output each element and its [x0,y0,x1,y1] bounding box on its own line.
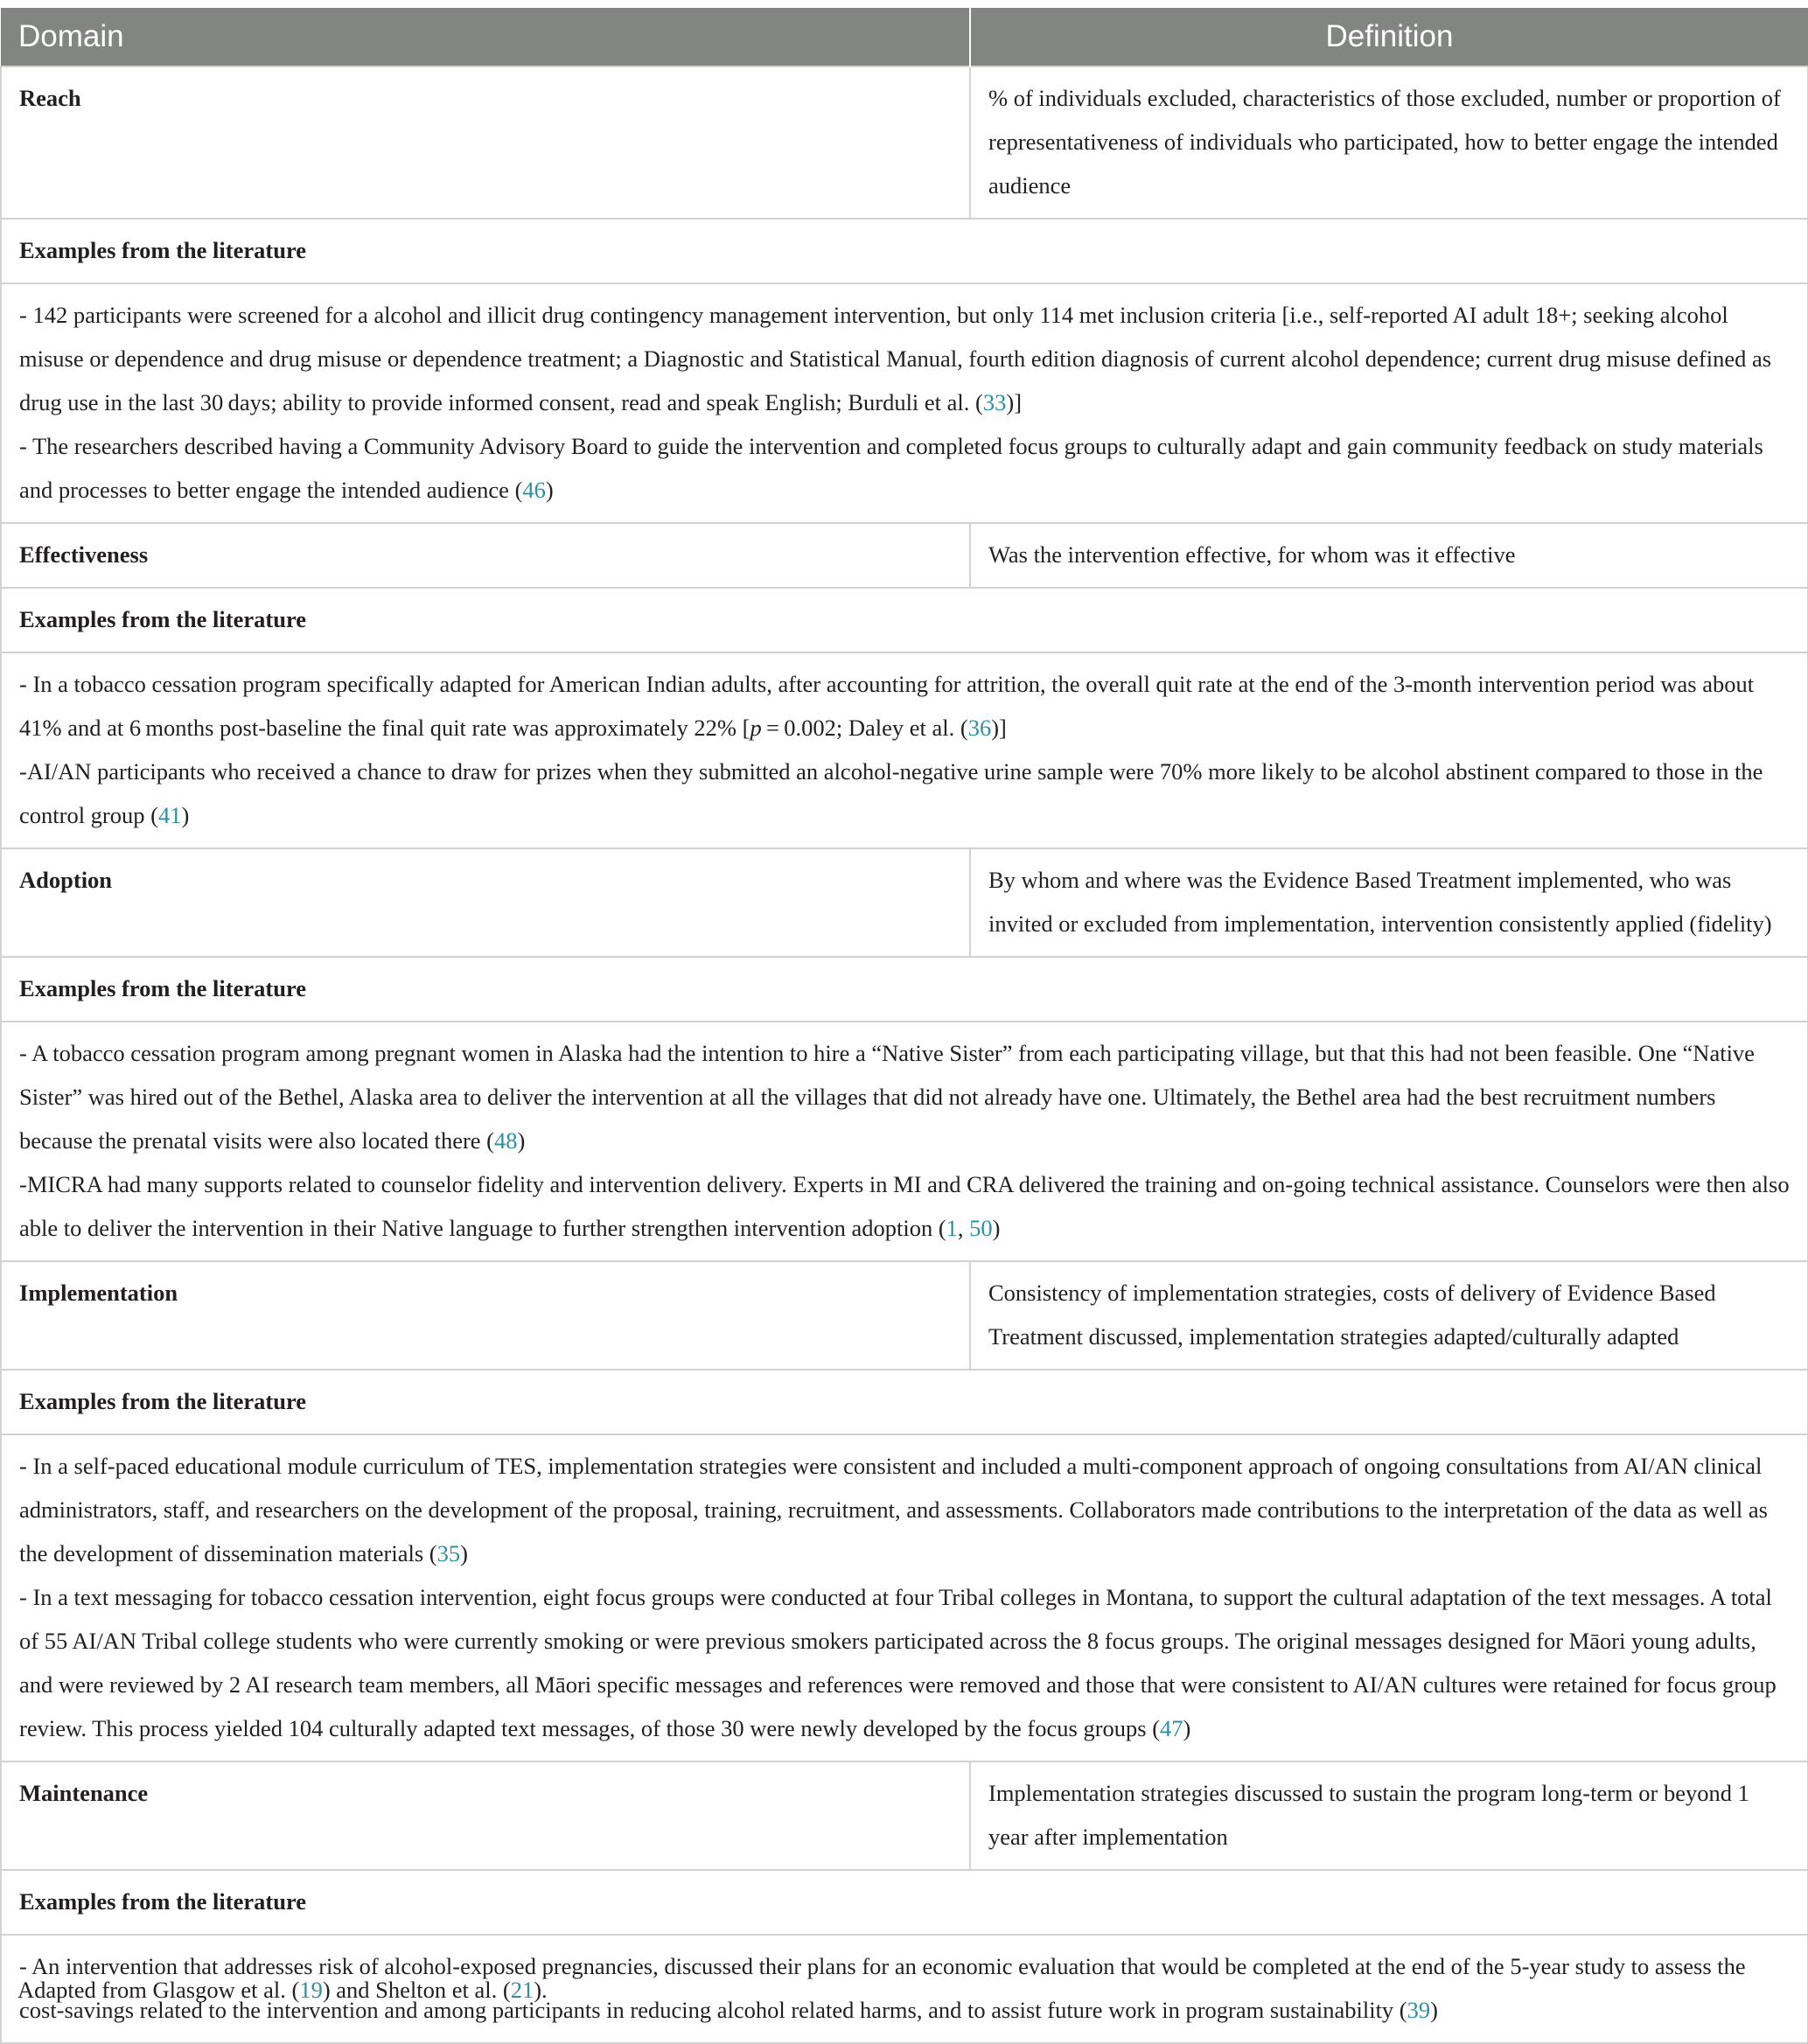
italic-text: p [750,715,762,741]
examples-cell [1,1022,1808,1261]
domain-row [1,1261,1808,1370]
text-segment: )] [991,715,1007,741]
domain-name: Reach [1,66,970,219]
examples-heading-row [1,588,1808,652]
examples-heading-row [1,1870,1808,1935]
citation-link[interactable]: 41 [157,802,182,828]
examples-heading-row [1,1370,1808,1434]
examples-row [1,1434,1808,1761]
examples-heading: Examples from the literature [1,588,1808,652]
example-item [19,662,1790,750]
citation-link[interactable]: 48 [494,1127,518,1154]
examples-cell [1,652,1808,848]
citation-link[interactable]: 36 [967,715,992,741]
text-segment: ) [1183,1715,1191,1741]
domain-row [1,66,1808,219]
examples-heading-row [1,219,1808,283]
text-segment: - A tobacco cessation program among pregnant women in Alaska had the intention to hire a “Native Sister” from each participating village, but that this had not been feasible. One “Native Sister” was hired out of the Bethel, Alaska area to deliver the intervention at all the villages that did not already have one. Ultimately, the Bethel area had the best recruitment numbers because the prenatal visits were also located there ( [19,1040,1755,1154]
domain-definition: By whom and where was the Evidence Based Treatment implemented, who was invited or excluded from implementation, intervention consistently applied (fidelity) [970,848,1808,957]
examples-heading: Examples from the literature [1,1370,1808,1434]
citation-link[interactable]: 47 [1160,1715,1183,1741]
text-segment: - 142 participants were screened for a alcohol and illicit drug contingency management intervention, but only 114 met inclusion criteria [i.e., self-reported AI adult 18+; seeking alcohol misuse or dependence and drug misuse or dependence treatment; a Diagnostic and Statistical Manual, fourth edition diagnosis of current alcohol dependence; current drug misuse defined as drug use in the last 30 days; ability to provide informed consent, read and speak English; Burduli et al. ( [19,302,1772,415]
text-segment: -AI/AN participants who received a chance to draw for prizes when they submitted an alcohol-negative urine sample were 70% more likely to be alcohol abstinent compared to those in the control group ( [19,758,1763,828]
examples-heading: Examples from the literature [1,1870,1808,1935]
examples-row [1,1022,1808,1261]
re-aim-table [0,8,1808,2044]
examples-cell [1,283,1808,523]
citation-link[interactable]: 1 [946,1215,958,1241]
citation-link[interactable]: 50 [969,1215,993,1241]
domain-definition: Was the intervention effective, for whom was it effective [970,523,1808,588]
text-segment: -MICRA had many supports related to counselor fidelity and intervention delivery. Experts in MI and CRA delivered the training and on-going technical assistance. Counselors were then also able to deliver the intervention in their Native language to further strengthen intervention adoption ( [19,1171,1790,1241]
text-segment: ). [534,1977,548,2003]
example-item [19,293,1790,424]
text-segment: ) [992,1215,1001,1241]
text-segment: ) [181,802,190,828]
example-item [19,1444,1790,1575]
citation-link[interactable]: 46 [522,477,546,503]
header-definition: Definition [970,8,1808,66]
text-segment: - In a tobacco cessation program specifically adapted for American Indian adults, after accounting for attrition, the overall quit rate at the end of the 3-month intervention period was about 41% and at 6 months post-baseline the final quit rate was approximately 22% [ [19,671,1755,741]
example-item [19,750,1790,837]
text-segment: , [957,1215,970,1241]
citation-link[interactable]: 39 [1407,1997,1431,2023]
domain-name: Adoption [1,848,970,957]
domain-row [1,848,1808,957]
table-header-row [1,8,1808,66]
example-item [19,1031,1790,1162]
example-item [19,424,1790,512]
text-segment: Adapted from Glasgow et al. ( [17,1977,300,2003]
text-segment: - The researchers described having a Community Advisory Board to guide the intervention and completed focus groups to culturally adapt and gain community feedback on study materials and processes to better engage the intended audience ( [19,433,1763,503]
table-body [1,66,1808,2043]
domain-definition: Implementation strategies discussed to sustain the program long-term or beyond 1 year after implementation [970,1761,1808,1870]
text-segment: - An intervention that addresses risk of alcohol-exposed pregnancies, discussed their plans for an economic evaluation that would be completed at the end of the 5-year study to assess the cost-savings related to the intervention and among participants in reducing alcohol related harms, and to assist future work in program sustainability ( [19,1953,1746,2023]
citation-link[interactable]: 21 [510,1977,534,2003]
table-footnote [17,1976,548,2004]
text-segment: )] [1006,389,1023,415]
citation-link[interactable]: 19 [299,1977,323,2003]
examples-cell [1,1434,1808,1761]
domain-definition: Consistency of implementation strategies, costs of delivery of Evidence Based Treatment discussed, implementation strategies adapted/culturally adapted [970,1261,1808,1370]
text-segment: - In a text messaging for tobacco cessation intervention, eight focus groups were conducted at four Tribal colleges in Montana, to support the cultural adaptation of the text messages. A total of 55 AI/AN Tribal college students who were currently smoking or were previous smokers participated across the 8 focus groups. The original messages designed for Māori young adults, and were reviewed by 2 AI research team members, all Māori specific messages and references were removed and those that were consistent to AI/AN cultures were retained for focus group review. This process yielded 104 culturally adapted text messages, of those 30 were newly developed by the focus groups ( [19,1584,1777,1741]
text-segment: ) and Shelton et al. ( [322,1977,511,2003]
domain-definition: % of individuals excluded, characteristics of those excluded, number or proportion of representativeness of individuals who participated, how to better engage the intended audience [970,66,1808,219]
text-segment: ) [460,1540,468,1566]
domain-row [1,523,1808,588]
text-segment: ) [1430,1997,1438,2023]
example-item [19,1162,1790,1250]
examples-row [1,283,1808,523]
domain-name: Effectiveness [1,523,970,588]
text-segment: = 0.002; Daley et al. ( [761,715,968,741]
domain-row [1,1761,1808,1870]
domain-name: Maintenance [1,1761,970,1870]
examples-heading: Examples from the literature [1,957,1808,1022]
example-item [19,1575,1790,1750]
text-segment: - In a self-paced educational module curriculum of TES, implementation strategies were consistent and included a multi-component approach of ongoing consultations from AI/AN clinical administrators, staff, and researchers on the development of the proposal, training, recruitment, and assessments. Collaborators made contributions to the interpretation of the data as well as the development of dissemination materials ( [19,1453,1768,1566]
examples-heading-row [1,957,1808,1022]
citation-link[interactable]: 33 [982,389,1007,415]
domain-name: Implementation [1,1261,970,1370]
examples-row [1,652,1808,848]
header-domain: Domain [1,8,970,66]
text-segment: ) [517,1127,526,1154]
examples-heading: Examples from the literature [1,219,1808,283]
text-segment: ) [545,477,554,503]
citation-link[interactable]: 35 [436,1540,461,1566]
